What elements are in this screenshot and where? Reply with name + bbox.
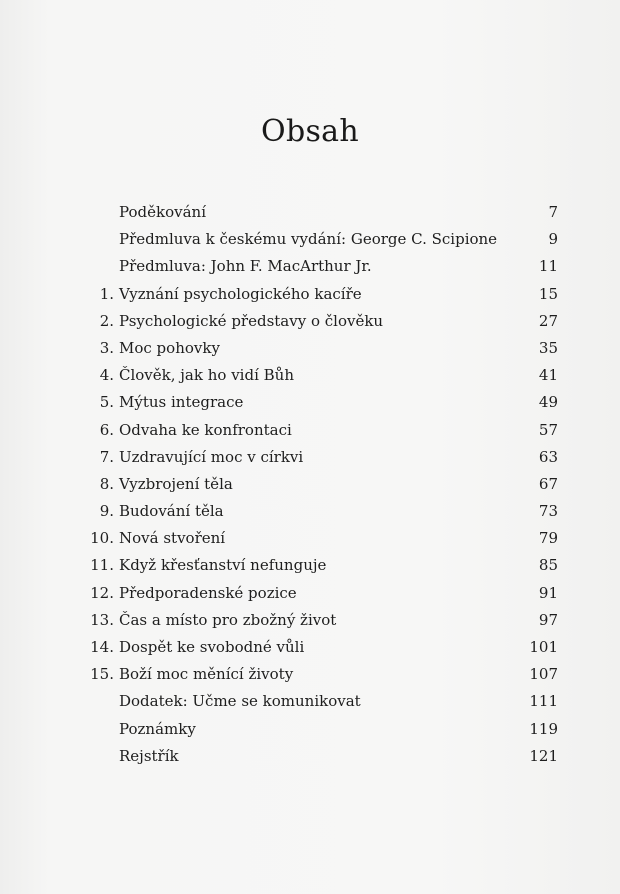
toc-entry-number: 8. — [99, 474, 114, 493]
toc-entry — [88, 417, 558, 444]
toc-entry-title: Budování těla — [119, 502, 224, 521]
toc-entry — [88, 716, 558, 743]
toc-entry-page: 119 — [529, 719, 558, 738]
toc-entry-title: Vyzbrojení těla — [119, 474, 233, 493]
toc-entry-title: Poděkování — [119, 203, 206, 221]
toc-entry-page: 111 — [529, 692, 558, 711]
toc-entry-page: 91 — [538, 583, 558, 602]
toc-entry — [88, 199, 558, 226]
toc-entry-number: 11. — [90, 556, 114, 575]
toc-entry — [88, 688, 558, 715]
toc-entry-page: 121 — [529, 746, 558, 765]
toc-entry-number: 2. — [99, 311, 114, 330]
toc-entry-page: 79 — [538, 529, 558, 548]
toc-entry-title: Poznámky — [119, 719, 196, 738]
toc-entry-page: 101 — [529, 638, 558, 656]
toc-entry-title: Čas a místo pro zbožný život — [119, 610, 337, 629]
toc-entry-title: Uzdravující moc v církvi — [119, 447, 304, 466]
toc-entry-title: Když křesťanství nefunguje — [119, 556, 327, 575]
toc-entry-title: Vyznání psychologického kacíře — [119, 284, 362, 303]
toc-entry — [88, 580, 558, 607]
toc-entry — [88, 335, 558, 362]
toc-entry-title: Rejstřík — [119, 746, 179, 765]
toc-entry — [88, 471, 558, 498]
toc-entry — [88, 226, 558, 253]
toc-entry-page: 11 — [538, 257, 558, 276]
toc-entry-number: 3. — [99, 338, 114, 357]
toc-entry-number: 10. — [90, 529, 114, 548]
toc-entry-number: 6. — [99, 420, 114, 439]
toc-entry-number: 14. — [90, 638, 114, 656]
toc-entry-page: 107 — [529, 665, 558, 684]
toc-entry-number: 12. — [90, 583, 114, 602]
toc-entry — [88, 634, 558, 661]
toc-entry-title: Moc pohovky — [119, 338, 220, 357]
toc-entry-number: 4. — [99, 366, 114, 385]
table-of-contents — [88, 199, 558, 770]
toc-entry-title: Předmluva k českému vydání: George C. Scipione — [119, 230, 498, 249]
toc-entry-title: Dospět ke svobodné vůli — [119, 638, 305, 656]
toc-entry — [88, 743, 558, 770]
toc-entry-number: 7. — [99, 447, 114, 466]
toc-entry — [88, 444, 558, 471]
toc-entry-page: 41 — [538, 366, 558, 385]
toc-entry-number: 15. — [90, 665, 114, 684]
toc-entry-title: Nová stvoření — [119, 529, 226, 548]
toc-entry-page: 9 — [548, 230, 558, 249]
page-title: Obsah — [261, 114, 359, 149]
toc-entry-title: Psychologické představy o člověku — [119, 311, 384, 330]
toc-entry-title: Předporadenské pozice — [119, 583, 297, 602]
toc-entry-page: 73 — [538, 502, 558, 521]
toc-entry-page: 67 — [538, 474, 558, 493]
toc-entry-page: 85 — [538, 556, 558, 575]
toc-entry-title: Mýtus integrace — [119, 393, 244, 412]
toc-entry — [88, 552, 558, 579]
toc-entry-title: Dodatek: Učme se komunikovat — [119, 692, 361, 711]
toc-entry — [88, 253, 558, 280]
toc-entry-page: 63 — [538, 447, 558, 466]
toc-entry-page: 7 — [548, 203, 558, 221]
toc-entry-title: Předmluva: John F. MacArthur Jr. — [119, 257, 372, 276]
toc-entry-page: 15 — [538, 284, 558, 303]
toc-entry-title: Boží moc měnící životy — [119, 665, 294, 684]
toc-entry-page: 97 — [538, 610, 558, 629]
toc-entry — [88, 308, 558, 335]
toc-entry-number: 13. — [90, 610, 114, 629]
toc-entry — [88, 389, 558, 416]
toc-entry-number: 1. — [99, 284, 114, 303]
toc-entry — [88, 281, 558, 308]
toc-entry-number: 9. — [99, 502, 114, 521]
toc-entry — [88, 498, 558, 525]
toc-entry-page: 27 — [538, 311, 558, 330]
toc-entry-number: 5. — [99, 393, 114, 412]
toc-entry — [88, 525, 558, 552]
toc-entry-page: 49 — [538, 393, 558, 412]
toc-entry — [88, 607, 558, 634]
toc-entry-title: Odvaha ke konfrontaci — [119, 420, 292, 439]
toc-entry-title: Člověk, jak ho vidí Bůh — [119, 366, 294, 385]
toc-entry — [88, 362, 558, 389]
toc-entry — [88, 661, 558, 688]
toc-entry-page: 57 — [538, 420, 558, 439]
toc-entry-page: 35 — [538, 338, 558, 357]
